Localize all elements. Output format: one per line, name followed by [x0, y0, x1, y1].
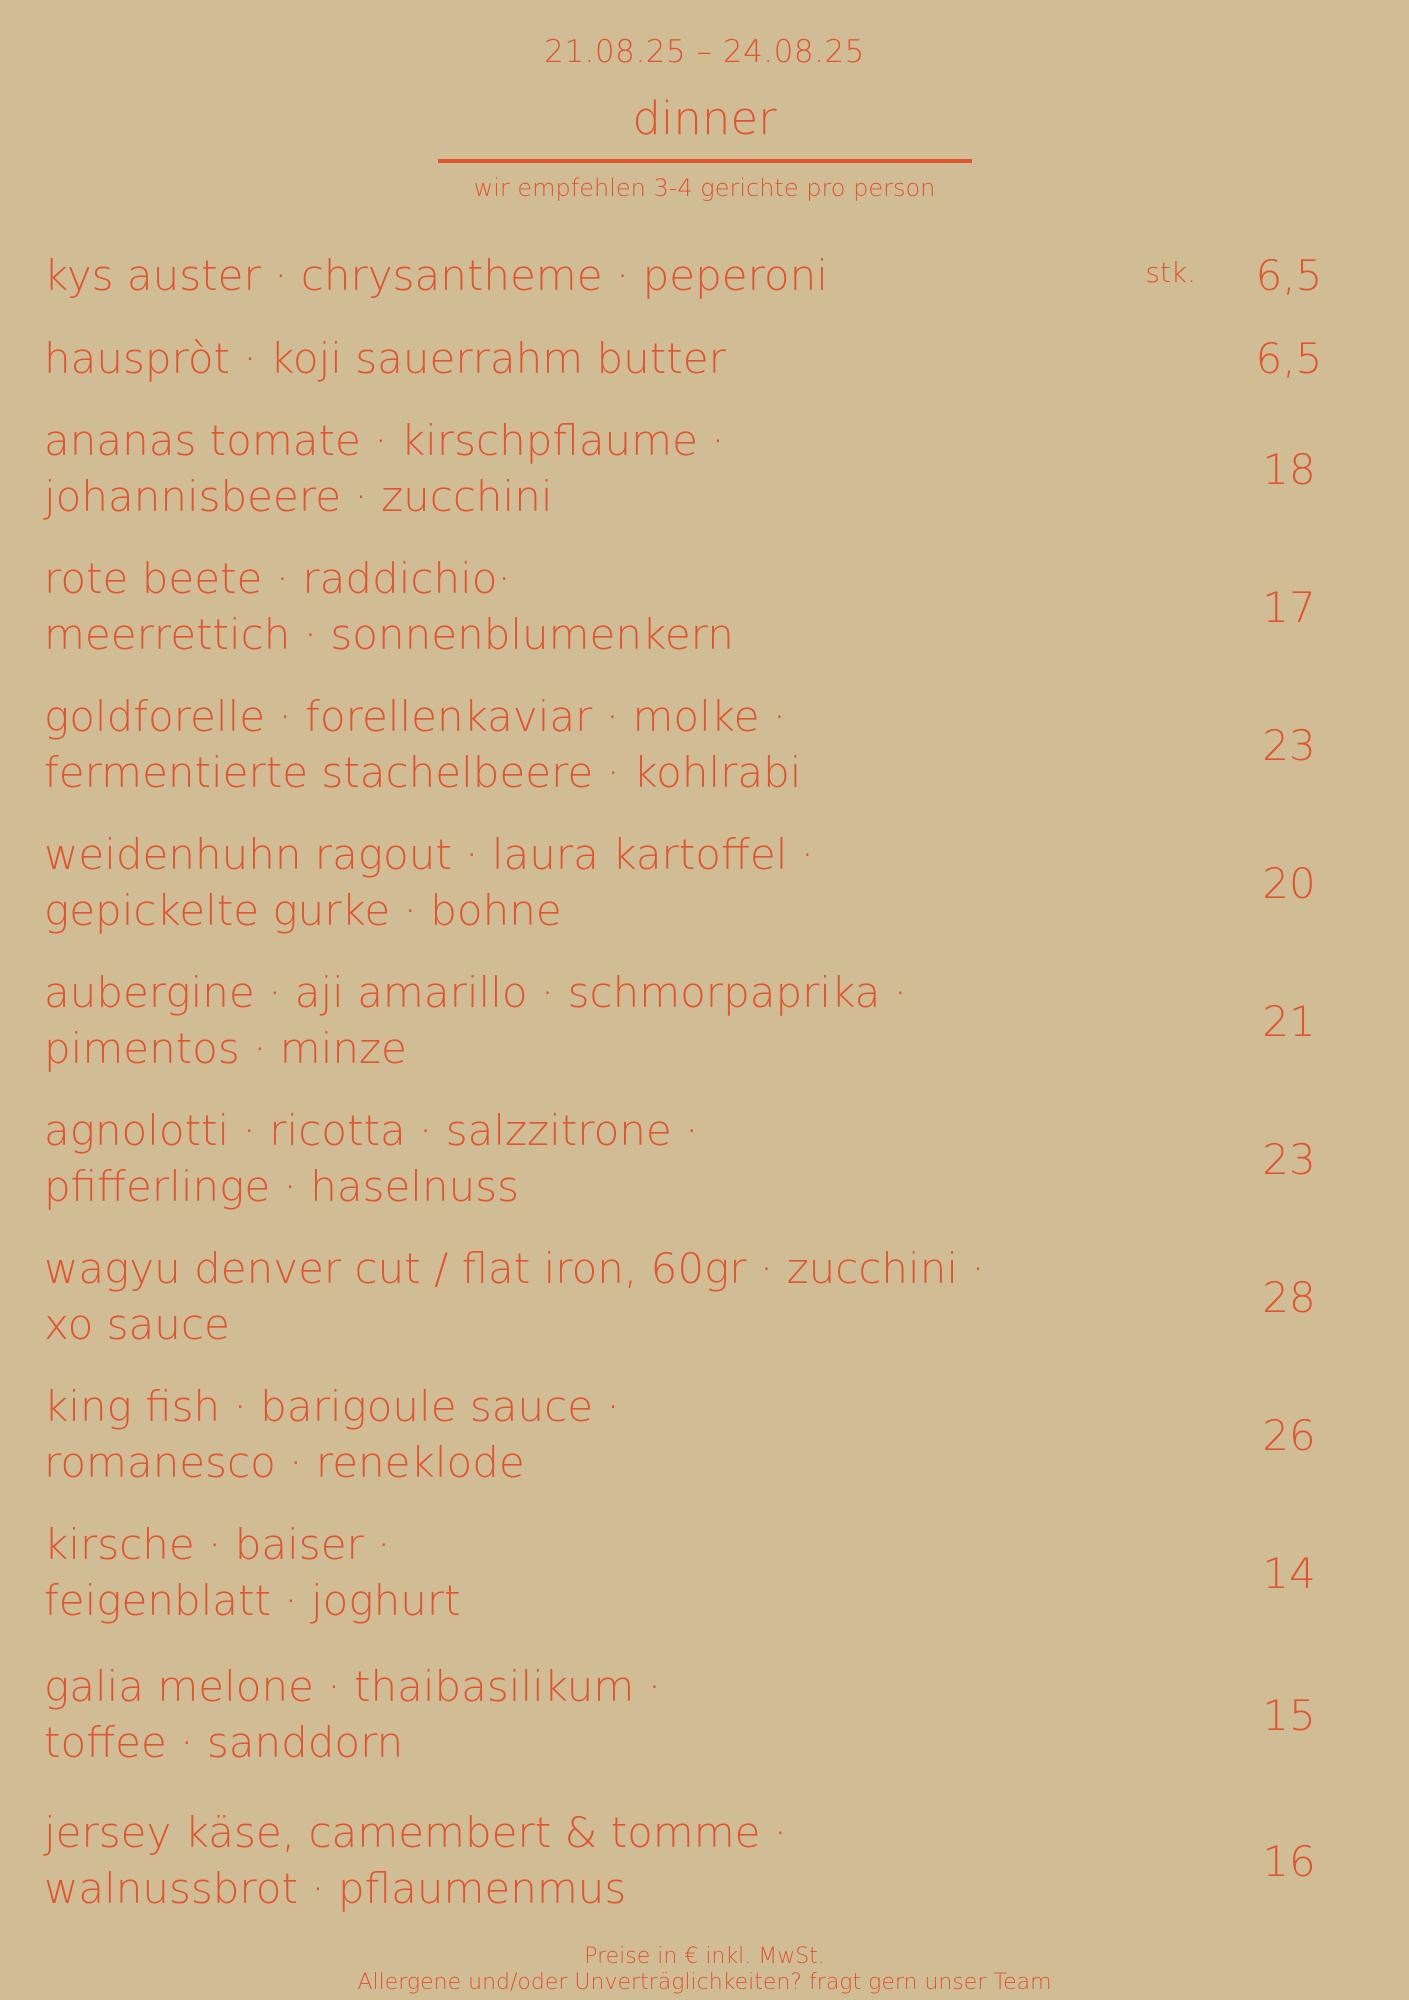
menu-item-description: [44, 1379, 1234, 1491]
menu-item-description: [44, 827, 1234, 939]
menu-item: [44, 1366, 1364, 1504]
menu-item-unit: stk.: [1145, 256, 1196, 289]
menu-item-description: [44, 331, 1234, 387]
date-range: 21.08.25 – 24.08.25: [544, 34, 865, 70]
menu-item-line: meerrettich · sonnenblumenkern: [44, 610, 734, 659]
menu-item: [44, 400, 1364, 538]
menu-item-line: agnolotti · ricotta · salzzitrone ·: [44, 1106, 699, 1155]
menu-item-line: aubergine · aji amarillo · schmorpaprika ·: [44, 968, 908, 1017]
menu-item: [44, 317, 1364, 400]
menu-item-price: 6,5: [1255, 251, 1323, 300]
recommendation-note: wir empfehlen 3-4 gerichte pro person: [473, 174, 936, 202]
allergen-note: Allergene und/oder Unverträglichkeiten? fragt gern unser Team: [357, 1970, 1052, 1995]
menu-item: [44, 1228, 1364, 1366]
menu-item-line: xo sauce: [44, 1300, 230, 1349]
menu-item-description: [44, 551, 1234, 663]
menu-item-description: [44, 965, 1234, 1077]
price-note: Preise in € inkl. MwSt.: [584, 1944, 825, 1969]
menu-item-line: rote beete · raddichio·: [44, 554, 511, 603]
menu-item-price: 16: [1262, 1836, 1316, 1886]
menu-item-line: toffee · sanddorn: [44, 1718, 404, 1767]
menu-item-description: [44, 689, 1234, 801]
menu-item-line: weidenhuhn ragout · laura kartoffel ·: [44, 830, 815, 879]
menu-item-description: [44, 1517, 1234, 1629]
menu-item-line: gepickelte gurke · bohne: [44, 886, 562, 935]
menu-item-price: 14: [1262, 1548, 1316, 1598]
menu-item-description: [44, 248, 1234, 304]
menu-item: [44, 676, 1364, 814]
menu-item-price: 6,5: [1255, 334, 1323, 383]
menu-item: [44, 1504, 1364, 1642]
menu-item-line: hauspròt · koji sauerrahm butter: [44, 333, 726, 383]
menu-item-line: feigenblatt · joghurt: [44, 1576, 461, 1625]
menu-item-description: [44, 413, 1234, 525]
menu-item: [44, 234, 1364, 317]
menu-item-line: kys auster · chrysantheme · peperoni: [44, 250, 828, 300]
menu-item-line: ananas tomate · kirschpflaume ·: [44, 416, 725, 465]
menu-item-line: romanesco · reneklode: [44, 1438, 525, 1487]
title-divider: [438, 159, 972, 163]
menu-item-line: wagyu denver cut / flat iron, 60gr · zucchini ·: [44, 1244, 985, 1293]
menu-item-line: king fish · barigoule sauce ·: [44, 1382, 620, 1431]
menu-item: [44, 1642, 1364, 1788]
menu-item-line: kirsche · baiser ·: [44, 1520, 391, 1569]
menu-item-price: 15: [1262, 1690, 1316, 1740]
menu-item: [44, 952, 1364, 1090]
menu-item-price: 20: [1262, 858, 1316, 908]
menu-item: [44, 1788, 1364, 1934]
menu-item-line: jersey käse, camembert & tomme ·: [44, 1808, 788, 1857]
menu-item-line: pfifferlinge · haselnuss: [44, 1162, 519, 1211]
menu-item-price: 23: [1262, 1134, 1316, 1184]
menu-item-price: 21: [1262, 996, 1316, 1046]
menu-item-line: goldforelle · forellenkaviar · molke ·: [44, 692, 787, 741]
menu-item: [44, 1090, 1364, 1228]
menu-item: [44, 538, 1364, 676]
menu-item-price: 17: [1262, 582, 1316, 632]
menu-item-line: johannisbeere · zucchini: [44, 472, 553, 521]
footer-note: [0, 1944, 1409, 1996]
menu-item-line: pimentos · minze: [44, 1024, 407, 1073]
menu-item-price: 23: [1262, 720, 1316, 770]
menu-item-price: 28: [1262, 1272, 1316, 1322]
menu-item-description: [44, 1659, 1234, 1771]
menu-item-line: galia melone · thaibasilikum ·: [44, 1662, 662, 1711]
menu-item-description: [44, 1241, 1234, 1353]
menu-item-line: fermentierte stachelbeere · kohlrabi: [44, 748, 802, 797]
menu-item-price: 18: [1262, 444, 1316, 494]
menu-item-description: [44, 1103, 1234, 1215]
menu-item-description: [44, 1805, 1234, 1917]
menu-item-line: walnussbrot · pflaumenmus: [44, 1864, 627, 1913]
menu-item: [44, 814, 1364, 952]
menu-list: [44, 234, 1364, 1934]
page-title: dinner: [632, 92, 777, 145]
menu-item-price: 26: [1262, 1410, 1316, 1460]
